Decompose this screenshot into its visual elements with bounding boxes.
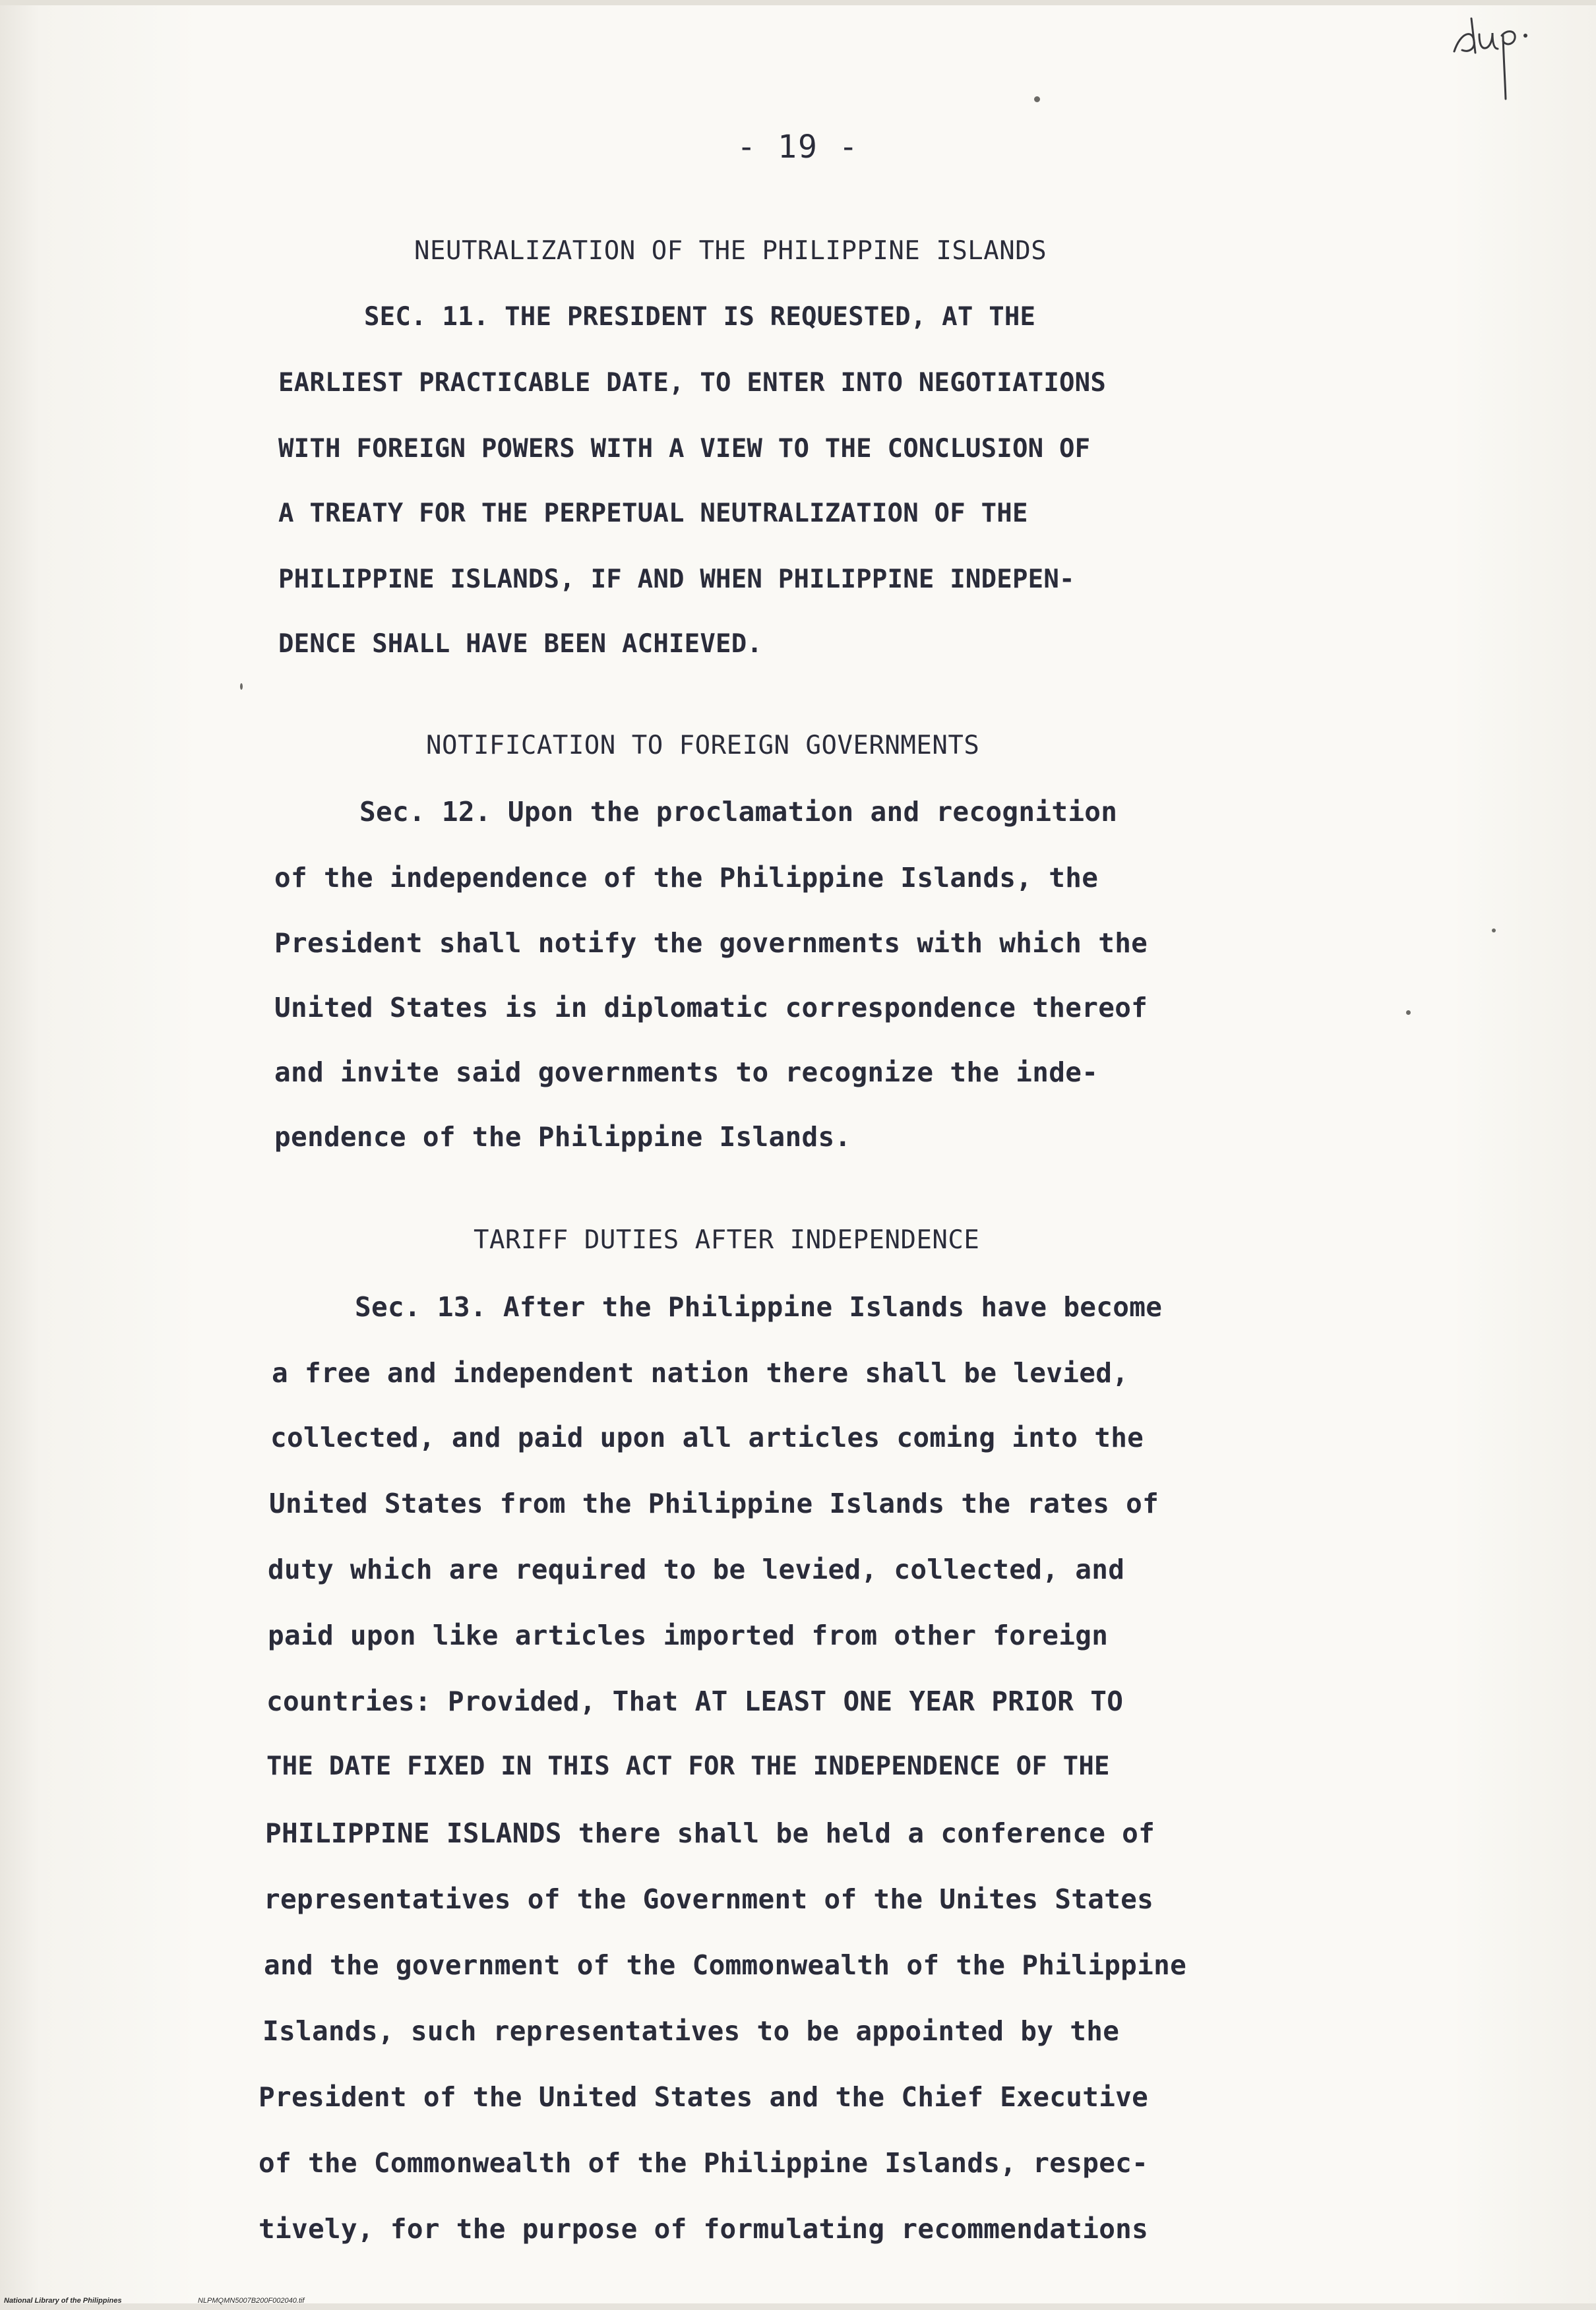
body-line: and invite said governments to recognize the inde- bbox=[274, 1056, 1099, 1088]
page-top-edge bbox=[0, 0, 1596, 5]
body-line: Sec. 12. Upon the proclamation and recognition bbox=[359, 796, 1118, 828]
body-line: collected, and paid upon all articles coming into the bbox=[270, 1422, 1144, 1453]
body-line: PHILIPPINE ISLANDS there shall be held a conference of bbox=[265, 1817, 1155, 1849]
footer-credit: National Library of the Philippines bbox=[4, 2297, 122, 2305]
body-line: of the Commonwealth of the Philippine Islands, respec- bbox=[259, 2147, 1149, 2179]
body-line: SEC. 11. THE PRESIDENT IS REQUESTED, AT THE bbox=[364, 302, 1036, 332]
body-line: DENCE SHALL HAVE BEEN ACHIEVED. bbox=[278, 629, 763, 659]
body-line: President shall notify the governments with which the bbox=[274, 927, 1148, 959]
body-line: PHILIPPINE ISLANDS, IF AND WHEN PHILIPPINE INDEPEN- bbox=[278, 564, 1075, 594]
body-line: President of the United States and the Chief Executive bbox=[259, 2081, 1149, 2113]
body-line: A TREATY FOR THE PERPETUAL NEUTRALIZATION OF THE bbox=[278, 499, 1028, 528]
body-line: pendence of the Philippine Islands. bbox=[274, 1121, 851, 1153]
body-line: THE DATE FIXED IN THIS ACT FOR THE INDEPENDENCE OF THE bbox=[266, 1751, 1110, 1781]
body-line: paid upon like articles imported from other foreign bbox=[268, 1620, 1109, 1651]
page-number: - 19 - bbox=[737, 129, 859, 166]
section-heading: NEUTRALIZATION OF THE PHILIPPINE ISLANDS bbox=[414, 236, 1047, 266]
paper-speck bbox=[1492, 928, 1496, 932]
body-line: United States is in diplomatic correspondence thereof bbox=[274, 992, 1148, 1023]
body-line: representatives of the Government of the Unites States bbox=[264, 1883, 1154, 1915]
paper-speck bbox=[240, 683, 243, 690]
section-heading: NOTIFICATION TO FOREIGN GOVERNMENTS bbox=[426, 731, 980, 760]
body-line: Islands, such representatives to be appointed by the bbox=[262, 2015, 1120, 2047]
section-heading: TARIFF DUTIES AFTER INDEPENDENCE bbox=[474, 1225, 980, 1255]
body-line: duty which are required to be levied, collected, and bbox=[268, 1554, 1125, 1585]
body-line: countries: Provided, That AT LEAST ONE YEAR PRIOR TO bbox=[266, 1686, 1124, 1717]
body-line: of the independence of the Philippine Islands, the bbox=[274, 862, 1099, 894]
footer-file-id: NLPMQMN5007B200F002040.tif bbox=[198, 2297, 305, 2305]
paper-speck bbox=[1406, 1010, 1411, 1015]
body-line: EARLIEST PRACTICABLE DATE, TO ENTER INTO NEGOTIATIONS bbox=[278, 368, 1107, 398]
handwritten-annotation bbox=[1441, 7, 1547, 106]
body-line: a free and independent nation there shall be levied, bbox=[272, 1357, 1129, 1389]
body-line: WITH FOREIGN POWERS WITH A VIEW TO THE CONCLUSION OF bbox=[278, 434, 1091, 464]
body-line: and the government of the Commonwealth of the Philippine bbox=[264, 1949, 1187, 1981]
body-line: Sec. 13. After the Philippine Islands have become bbox=[355, 1291, 1163, 1323]
paper-speck bbox=[1034, 96, 1040, 102]
body-line: tively, for the purpose of formulating recommendations bbox=[259, 2213, 1149, 2245]
body-line: United States from the Philippine Islands the rates of bbox=[269, 1488, 1159, 1519]
